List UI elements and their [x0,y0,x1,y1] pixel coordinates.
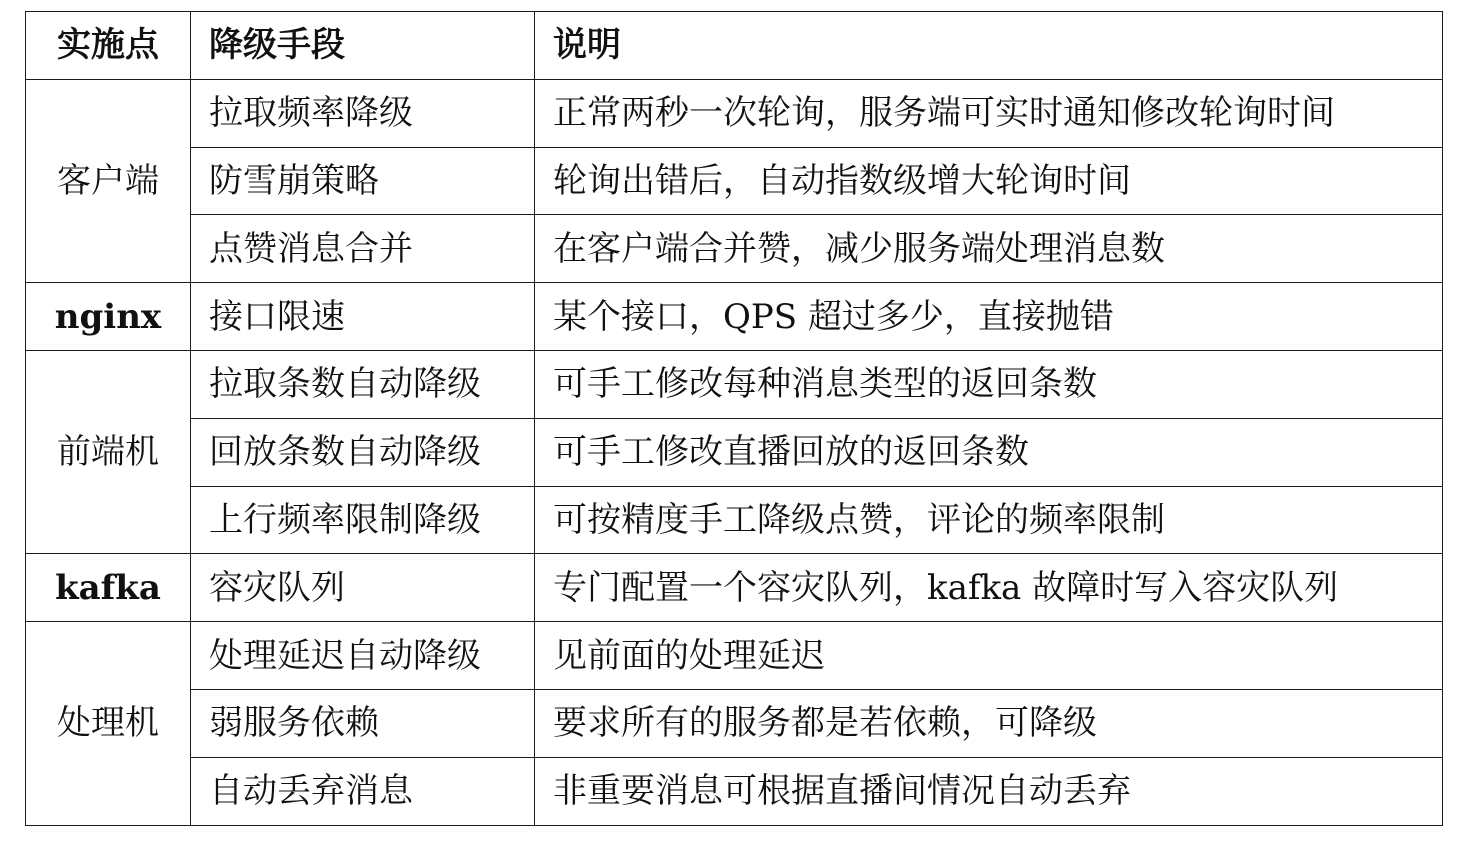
method-cell: 回放条数自动降级 [191,418,535,486]
table-row [26,486,1443,554]
description-cell: 轮询出错后，自动指数级增大轮询时间 [535,147,1443,215]
table-row [26,215,1443,283]
description-cell: 可手工修改直播回放的返回条数 [535,418,1443,486]
description-cell: 某个接口，QPS 超过多少，直接抛错 [535,283,1443,351]
header-description: 说明 [535,12,1443,80]
method-cell: 点赞消息合并 [191,215,535,283]
table-row [26,147,1443,215]
description-cell: 非重要消息可根据直播间情况自动丢弃 [535,757,1443,825]
method-cell: 容灾队列 [191,554,535,622]
method-cell: 弱服务依赖 [191,689,535,757]
method-cell: 上行频率限制降级 [191,486,535,554]
description-cell: 在客户端合并赞，减少服务端处理消息数 [535,215,1443,283]
description-cell: 要求所有的服务都是若依赖，可降级 [535,689,1443,757]
description-cell: 专门配置一个容灾队列，kafka 故障时写入容灾队列 [535,554,1443,622]
table-row [26,757,1443,825]
point-cell: 前端机 [26,350,191,553]
table-row [26,283,1443,351]
header-point: 实施点 [26,12,191,80]
description-cell: 正常两秒一次轮询，服务端可实时通知修改轮询时间 [535,79,1443,147]
header-method: 降级手段 [191,12,535,80]
table-row [26,350,1443,418]
table-row [26,418,1443,486]
method-cell: 拉取频率降级 [191,79,535,147]
point-cell: 处理机 [26,622,191,825]
description-cell: 见前面的处理延迟 [535,622,1443,690]
degradation-table [25,11,1443,826]
table-row [26,689,1443,757]
header-row [26,12,1443,80]
point-cell: kafka [26,554,191,622]
table-row [26,554,1443,622]
point-cell: 客户端 [26,79,191,282]
method-cell: 自动丢弃消息 [191,757,535,825]
table-row [26,79,1443,147]
point-cell: nginx [26,283,191,351]
description-cell: 可手工修改每种消息类型的返回条数 [535,350,1443,418]
method-cell: 防雪崩策略 [191,147,535,215]
table-row [26,622,1443,690]
method-cell: 接口限速 [191,283,535,351]
method-cell: 拉取条数自动降级 [191,350,535,418]
description-cell: 可按精度手工降级点赞，评论的频率限制 [535,486,1443,554]
method-cell: 处理延迟自动降级 [191,622,535,690]
